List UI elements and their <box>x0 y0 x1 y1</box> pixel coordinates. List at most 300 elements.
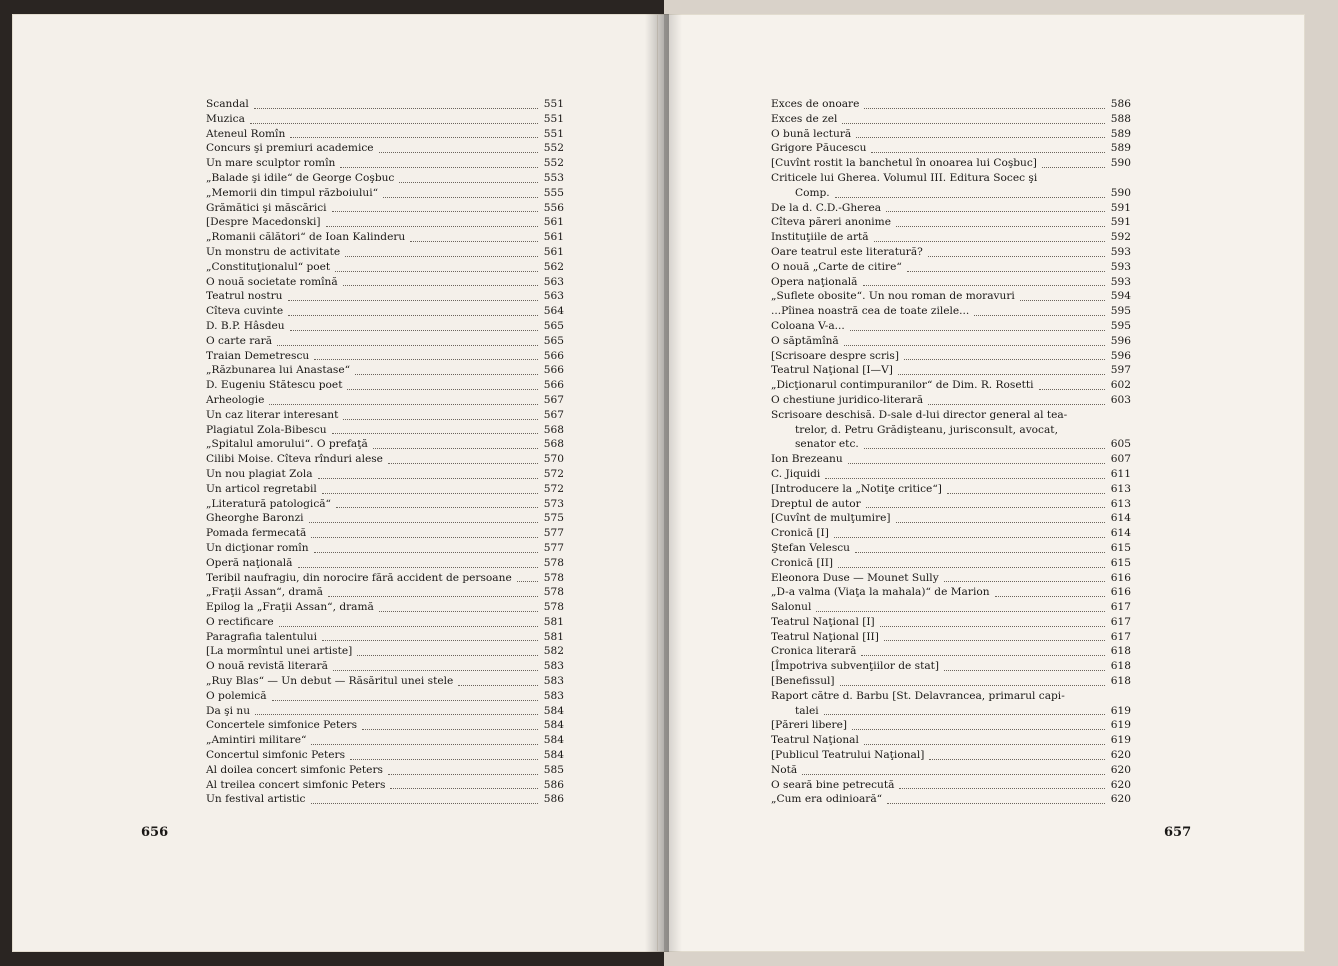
toc-entry-page: 551 <box>543 127 564 140</box>
toc-entry <box>771 112 1131 127</box>
toc-entry-title: Scrisoare deschisă. D-sale d-lui director general al tea- <box>771 408 1068 421</box>
dot-leader <box>410 241 538 242</box>
toc-entry <box>206 689 564 704</box>
toc-entry-title: Opera naţională <box>771 275 858 288</box>
toc-entry <box>206 215 564 230</box>
toc-entry <box>771 689 1131 704</box>
toc-entry-page: 593 <box>1110 275 1131 288</box>
toc-entry <box>771 97 1131 112</box>
toc-entry <box>771 319 1131 334</box>
toc-entry-page: 613 <box>1110 497 1131 510</box>
toc-entry-title: talei <box>795 704 819 717</box>
toc-entry <box>206 319 564 334</box>
dot-leader <box>844 345 1105 346</box>
dot-leader <box>904 359 1105 360</box>
dot-leader <box>928 404 1105 405</box>
dot-leader <box>898 374 1105 375</box>
toc-entry-page: 592 <box>1110 231 1131 244</box>
toc-entry-page: 565 <box>543 334 564 347</box>
toc-entry-title: Notă <box>771 763 798 776</box>
toc-entry-title: Teatrul Naţional [I—V] <box>771 364 893 377</box>
toc-entry-page: 607 <box>1110 453 1131 466</box>
toc-entry-page: 588 <box>1110 112 1131 125</box>
toc-entry-page: 584 <box>543 719 564 732</box>
toc-entry-page: 586 <box>543 793 564 806</box>
dot-leader <box>390 788 538 789</box>
toc-entry <box>206 186 564 201</box>
toc-entry-page: 594 <box>1110 290 1131 303</box>
dot-leader <box>896 226 1105 227</box>
dot-leader <box>322 493 538 494</box>
toc-entry-page: 583 <box>543 660 564 673</box>
toc-entry-page: 552 <box>543 142 564 155</box>
toc-entry <box>206 526 564 541</box>
toc-entry-title: Un monstru de activitate <box>206 245 341 258</box>
toc-entry <box>771 600 1131 615</box>
dot-leader <box>399 182 538 183</box>
toc-entry <box>206 423 564 438</box>
dot-leader <box>824 714 1105 715</box>
dot-leader <box>254 108 538 109</box>
toc-entry <box>206 230 564 245</box>
dot-leader <box>974 315 1105 316</box>
toc-entry <box>206 452 564 467</box>
toc-entry-page: 589 <box>1110 142 1131 155</box>
toc-entry-title: [Publicul Teatrului Naţional] <box>771 749 925 762</box>
toc-entry-title: Un mare sculptor romîn <box>206 157 336 170</box>
toc-entry-title: Instituţiile de artă <box>771 231 869 244</box>
toc-entry-page: 603 <box>1110 393 1131 406</box>
toc-entry-page: 581 <box>543 615 564 628</box>
toc-entry-page: 613 <box>1110 482 1131 495</box>
toc-entry <box>771 630 1131 645</box>
toc-entry <box>206 511 564 526</box>
toc-entry <box>771 718 1131 733</box>
toc-entry <box>771 556 1131 571</box>
toc-entry-page: 564 <box>543 305 564 318</box>
toc-entry <box>206 482 564 497</box>
toc-entry-page: 591 <box>1110 216 1131 229</box>
toc-entry <box>771 156 1131 171</box>
toc-entry <box>771 423 1131 438</box>
toc-entry-page: 586 <box>1110 98 1131 110</box>
dot-leader <box>314 552 538 553</box>
dot-leader <box>907 271 1105 272</box>
toc-entry-title: Oare teatrul este literatură? <box>771 245 923 258</box>
dot-leader <box>379 611 538 612</box>
toc-entry-title: Epilog la „Fraţii Assan“, dramă <box>206 601 374 614</box>
toc-entry <box>771 511 1131 526</box>
toc-entry <box>771 704 1131 719</box>
toc-entry-title: Un caz literar interesant <box>206 408 339 421</box>
toc-entry <box>771 748 1131 763</box>
dot-leader <box>332 433 538 434</box>
dot-leader <box>333 670 538 671</box>
toc-entry-page: 618 <box>1110 660 1131 673</box>
toc-entry-page: 577 <box>543 541 564 554</box>
toc-entry-page: 568 <box>543 438 564 451</box>
toc-entry-page: 614 <box>1110 527 1131 540</box>
toc-entry-page: 584 <box>543 749 564 762</box>
toc-entry-page: 596 <box>1110 349 1131 362</box>
toc-entry-title: O polemică <box>206 689 267 702</box>
toc-entry <box>771 141 1131 156</box>
toc-entry-title: Paragrafia talentului <box>206 630 317 643</box>
dot-leader <box>347 389 538 390</box>
toc-entry <box>206 615 564 630</box>
toc-entry-title: Gheorghe Baronzi <box>206 512 304 525</box>
toc-entry <box>206 704 564 719</box>
dot-leader <box>864 448 1105 449</box>
dot-leader <box>840 685 1105 686</box>
dot-leader <box>343 285 538 286</box>
toc-entry <box>771 127 1131 142</box>
toc-entry-title: [Cuvînt rostit la banchetul în onoarea lui Coşbuc] <box>771 157 1037 170</box>
toc-entry <box>206 763 564 778</box>
toc-entry <box>206 674 564 689</box>
toc-entry-title: O bună lectură <box>771 127 852 140</box>
toc-entry-title: Teatrul Naţional [I] <box>771 615 875 628</box>
toc-entry-title: [La mormîntul unei artiste] <box>206 645 353 658</box>
dot-leader <box>864 744 1105 745</box>
toc-entry <box>771 526 1131 541</box>
toc-entry-title: trelor, d. Petru Grădişteanu, jurisconsult, avocat, <box>795 423 1058 436</box>
toc-entry-page: 570 <box>543 453 564 466</box>
dot-leader <box>383 197 538 198</box>
dot-leader <box>842 123 1105 124</box>
toc-entry-page: 552 <box>543 157 564 170</box>
toc-entry-title: Al doilea concert simfonic Peters <box>206 763 383 776</box>
dot-leader <box>825 478 1105 479</box>
toc-entry-page: 551 <box>543 112 564 125</box>
toc-entry-title: Teribil naufragiu, din norocire fără accident de persoane <box>206 571 512 584</box>
toc-entry-page: 585 <box>543 763 564 776</box>
toc-entry <box>771 378 1131 393</box>
toc-entry <box>771 275 1131 290</box>
toc-entry-page: 615 <box>1110 541 1131 554</box>
toc-entry-page: 605 <box>1110 438 1131 451</box>
toc-entry-page: 567 <box>543 393 564 406</box>
toc-entry-page: 567 <box>543 408 564 421</box>
dot-leader <box>340 167 538 168</box>
dot-leader <box>255 714 538 715</box>
toc-entry-title: O seară bine petrecută <box>771 778 895 791</box>
toc-entry-title: Grigore Păucescu <box>771 142 867 155</box>
toc-entry-title: „D-a valma (Viaţa la mahala)“ de Marion <box>771 586 990 599</box>
toc-entry-page: 589 <box>1110 127 1131 140</box>
dot-leader <box>298 567 539 568</box>
toc-entry-title: Un nou plagiat Zola <box>206 467 313 480</box>
toc-entry-title: Cîteva cuvinte <box>206 305 284 318</box>
toc-entry-title: senator etc. <box>795 438 859 451</box>
toc-entry-title: Criticele lui Gherea. Volumul III. Editura Socec şi <box>771 171 1038 184</box>
toc-entry-title: Cronica literară <box>771 645 857 658</box>
toc-entry-page: 566 <box>543 349 564 362</box>
dot-leader <box>290 137 538 138</box>
toc-entry-title: Arheologie <box>206 393 265 406</box>
toc-entry-title: Da şi nu <box>206 704 251 717</box>
toc-entry-title: ...Pîinea noastră cea de toate zilele... <box>771 305 970 318</box>
dot-leader <box>379 152 538 153</box>
toc-entry-title: O nouă revistă literară <box>206 660 328 673</box>
toc-entry-page: 617 <box>1110 601 1131 614</box>
toc-entry <box>206 275 564 290</box>
toc-entry-title: Un festival artistic <box>206 793 306 806</box>
toc-entry <box>771 452 1131 467</box>
toc-entry-title: Pomada fermecată <box>206 527 307 540</box>
toc-entry <box>206 245 564 260</box>
book-gutter-right <box>664 14 682 952</box>
toc-entry <box>206 141 564 156</box>
dot-leader <box>929 759 1105 760</box>
toc-entry-title: „Răzbunarea lui Anastase“ <box>206 364 351 377</box>
toc-entry-title: [Benefissul] <box>771 675 835 688</box>
toc-entry <box>206 260 564 275</box>
right-table-of-contents <box>771 97 1131 807</box>
dot-leader <box>388 774 538 775</box>
toc-entry <box>771 334 1131 349</box>
toc-entry-title: Muzica <box>206 112 245 125</box>
toc-entry <box>206 393 564 408</box>
toc-entry <box>771 393 1131 408</box>
dot-leader <box>326 226 538 227</box>
dot-leader <box>1020 300 1105 301</box>
toc-entry-page: 578 <box>543 571 564 584</box>
toc-entry-title: Cronică [II] <box>771 556 834 569</box>
dot-leader <box>279 626 538 627</box>
toc-entry-title: „Ruy Blas“ — Un debut — Răsăritul unei stele <box>206 675 454 688</box>
dot-leader <box>816 611 1105 612</box>
toc-entry-page: 561 <box>543 216 564 229</box>
toc-entry-page: 619 <box>1110 704 1131 717</box>
dot-leader <box>861 655 1105 656</box>
toc-entry-title: Coloana V-a... <box>771 319 845 332</box>
toc-entry-title: O chestiune juridico-literară <box>771 393 924 406</box>
toc-entry <box>771 408 1131 423</box>
toc-entry-title: Scandal <box>206 98 249 110</box>
toc-entry-page: 586 <box>543 778 564 791</box>
toc-entry-title: Un dicţionar romîn <box>206 541 309 554</box>
toc-entry-title: Cîteva păreri anonime <box>771 216 891 229</box>
dot-leader <box>899 788 1105 789</box>
toc-entry-title: O carte rară <box>206 334 273 347</box>
toc-entry-title: D. Eugeniu Stătescu poet <box>206 379 343 392</box>
dot-leader <box>309 522 538 523</box>
toc-entry <box>206 778 564 793</box>
dot-leader <box>802 774 1105 775</box>
toc-entry <box>771 497 1131 512</box>
toc-entry-page: 596 <box>1110 334 1131 347</box>
toc-entry-title: C. Jiquidi <box>771 467 821 480</box>
toc-entry <box>771 260 1131 275</box>
toc-entry-title: „Dicţionarul contimpuranilor“ de Dim. R. Rosetti <box>771 379 1034 392</box>
toc-entry-page: 582 <box>543 645 564 658</box>
toc-entry <box>771 201 1131 216</box>
left-table-of-contents <box>206 97 564 807</box>
toc-entry-page: 620 <box>1110 793 1131 806</box>
toc-entry <box>771 482 1131 497</box>
toc-entry <box>771 215 1131 230</box>
toc-entry <box>206 349 564 364</box>
toc-entry <box>771 674 1131 689</box>
toc-entry <box>206 733 564 748</box>
toc-entry-title: O săptămînă <box>771 334 839 347</box>
toc-entry-title: Cilibi Moise. Cîteva rînduri alese <box>206 453 383 466</box>
toc-entry-title: D. B.P. Hâsdeu <box>206 319 285 332</box>
toc-entry-page: 593 <box>1110 245 1131 258</box>
toc-entry-page: 620 <box>1110 763 1131 776</box>
toc-entry-page: 616 <box>1110 571 1131 584</box>
toc-entry-page: 614 <box>1110 512 1131 525</box>
toc-entry <box>206 334 564 349</box>
dot-leader <box>277 345 538 346</box>
toc-entry-title: Teatrul nostru <box>206 290 283 303</box>
toc-entry-page: 575 <box>543 512 564 525</box>
dot-leader <box>995 596 1105 597</box>
dot-leader <box>458 685 538 686</box>
dot-leader <box>335 271 538 272</box>
toc-entry-page: 555 <box>543 186 564 199</box>
dot-leader <box>311 803 539 804</box>
dot-leader <box>517 581 538 582</box>
toc-entry-page: 581 <box>543 630 564 643</box>
toc-entry-page: 561 <box>543 231 564 244</box>
toc-entry-page: 617 <box>1110 615 1131 628</box>
toc-entry <box>771 615 1131 630</box>
dot-leader <box>311 537 538 538</box>
toc-entry <box>771 289 1131 304</box>
toc-entry-page: 566 <box>543 379 564 392</box>
toc-entry-title: O nouă societate romînă <box>206 275 338 288</box>
dot-leader <box>314 359 538 360</box>
toc-entry <box>771 467 1131 482</box>
dot-leader <box>388 463 538 464</box>
dot-leader <box>328 596 538 597</box>
toc-entry <box>771 763 1131 778</box>
toc-entry-title: Concurs şi premiuri academice <box>206 142 374 155</box>
toc-entry <box>771 171 1131 186</box>
toc-entry-title: Ateneul Romîn <box>206 127 286 140</box>
toc-entry-page: 551 <box>543 98 564 110</box>
toc-entry <box>206 497 564 512</box>
toc-entry <box>206 556 564 571</box>
toc-entry-page: 597 <box>1110 364 1131 377</box>
toc-entry <box>771 186 1131 201</box>
dot-leader <box>834 537 1105 538</box>
dot-leader <box>336 507 538 508</box>
toc-entry-page: 565 <box>543 319 564 332</box>
toc-entry-page: 561 <box>543 245 564 258</box>
toc-entry <box>206 201 564 216</box>
toc-entry-page: 563 <box>543 290 564 303</box>
toc-entry-page: 562 <box>543 260 564 273</box>
toc-entry <box>206 437 564 452</box>
toc-entry <box>206 156 564 171</box>
toc-entry-title: Ştefan Velescu <box>771 541 851 554</box>
toc-entry-page: 572 <box>543 482 564 495</box>
toc-entry <box>206 171 564 186</box>
toc-entry <box>206 363 564 378</box>
toc-entry <box>206 644 564 659</box>
toc-entry <box>206 748 564 763</box>
dot-leader <box>343 419 538 420</box>
toc-entry-page: 615 <box>1110 556 1131 569</box>
toc-entry <box>771 363 1131 378</box>
toc-entry-title: Dreptul de autor <box>771 497 861 510</box>
toc-entry-title: Plagiatul Zola-Bibescu <box>206 423 327 436</box>
dot-leader <box>855 552 1105 553</box>
toc-entry-title: Eleonora Duse — Mounet Sully <box>771 571 939 584</box>
toc-entry-page: 556 <box>543 201 564 214</box>
dot-leader <box>272 700 538 701</box>
toc-entry-page: 563 <box>543 275 564 288</box>
toc-entry-page: 568 <box>543 423 564 436</box>
toc-entry-title: „Constituţionalul“ poet <box>206 260 331 273</box>
dot-leader <box>835 197 1105 198</box>
dot-leader <box>944 670 1105 671</box>
toc-entry-title: Traian Demetrescu <box>206 349 310 362</box>
toc-entry-title: „Spitalul amorului“. O prefaţă <box>206 438 368 451</box>
dot-leader <box>880 626 1105 627</box>
toc-entry-title: Teatrul Naţional <box>771 734 859 747</box>
toc-entry <box>771 659 1131 674</box>
toc-entry <box>206 112 564 127</box>
dot-leader <box>850 330 1105 331</box>
toc-entry-page: 578 <box>543 586 564 599</box>
toc-entry <box>771 778 1131 793</box>
toc-entry-title: De la d. C.D.-Gherea <box>771 201 882 214</box>
toc-entry <box>206 571 564 586</box>
toc-entry-title: O rectificare <box>206 615 274 628</box>
toc-entry-title: Raport către d. Barbu [St. Delavrancea, primarul capi- <box>771 689 1065 702</box>
dot-leader <box>884 640 1105 641</box>
toc-entry-page: 573 <box>543 497 564 510</box>
dot-leader <box>863 285 1106 286</box>
dot-leader <box>332 211 538 212</box>
toc-entry-page: 595 <box>1110 319 1131 332</box>
toc-entry-title: [Scrisoare despre scris] <box>771 349 899 362</box>
toc-entry-page: 591 <box>1110 201 1131 214</box>
toc-entry-page: 577 <box>543 527 564 540</box>
toc-entry-title: „Cum era odinioară“ <box>771 793 883 806</box>
toc-entry-title: „Memorii din timpul războiului“ <box>206 186 378 199</box>
dot-leader <box>887 803 1105 804</box>
dot-leader <box>288 315 538 316</box>
toc-entry <box>206 408 564 423</box>
dot-leader <box>848 463 1105 464</box>
toc-entry <box>206 467 564 482</box>
dot-leader <box>318 478 538 479</box>
toc-entry-title: Teatrul Naţional [II] <box>771 630 879 643</box>
dot-leader <box>250 123 538 124</box>
toc-entry-page: 584 <box>543 704 564 717</box>
dot-leader <box>944 581 1105 582</box>
toc-entry <box>206 585 564 600</box>
toc-entry-title: „Balade şi idile“ de George Coşbuc <box>206 171 395 184</box>
toc-entry-page: 619 <box>1110 734 1131 747</box>
dot-leader <box>947 493 1105 494</box>
toc-entry-title: [Păreri libere] <box>771 719 848 732</box>
toc-entry-page: 616 <box>1110 586 1131 599</box>
dot-leader <box>928 256 1105 257</box>
dot-leader <box>355 374 538 375</box>
toc-entry-title: Grămătici şi măscărici <box>206 201 327 214</box>
toc-entry <box>771 245 1131 260</box>
toc-entry-page: 617 <box>1110 630 1131 643</box>
toc-entry <box>771 230 1131 245</box>
dot-leader <box>1039 389 1106 390</box>
toc-entry <box>771 437 1131 452</box>
